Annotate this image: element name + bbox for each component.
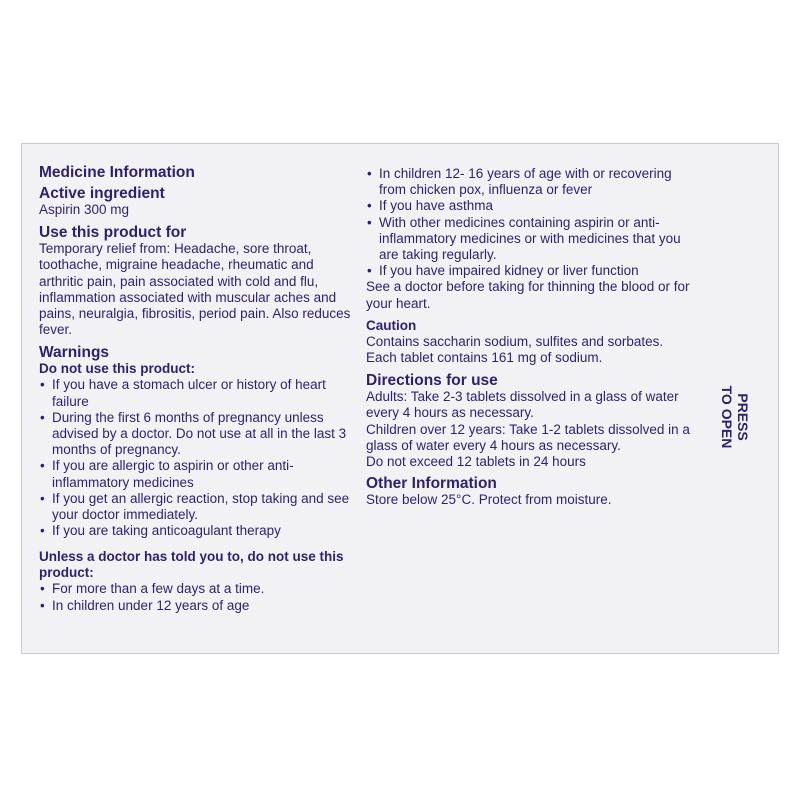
info-panel — [21, 143, 779, 654]
continued-list — [366, 166, 696, 279]
list-item: • In children under 12 years of age — [39, 598, 357, 614]
caution-text: Contains saccharin sodium, sulfites and sorbates. Each tablet contains 161 mg of sodium. — [366, 333, 664, 366]
list-item: • In children 12- 16 years of age with or recovering from chicken pox, influenza or fever — [366, 166, 696, 198]
do-not-use-heading: Do not use this product: — [39, 361, 195, 377]
unless-list — [39, 581, 357, 613]
caution-heading: Caution — [366, 317, 417, 333]
warnings-heading: Warnings — [39, 344, 110, 362]
active-ingredient-heading: Active ingredient — [39, 185, 165, 202]
press-text: PRESS — [735, 393, 751, 441]
active-ingredient-value: Aspirin 300 mg — [39, 202, 130, 217]
directions-max: Do not exceed 12 tablets in 24 hours — [366, 454, 586, 470]
directions-adults: Adults: Take 2-3 tablets dissolved in a glass of water every 4 hours as necessary. — [366, 389, 679, 421]
other-info-heading: Other Information — [366, 475, 497, 493]
list-item: • If you have impaired kidney or liver function — [366, 263, 696, 279]
left-column — [39, 164, 357, 614]
list-item: • If you have asthma — [366, 198, 696, 214]
list-item: • If you have a stomach ulcer or history of heart failure — [39, 377, 357, 409]
list-item: • During the first 6 months of pregnancy unless advised by a doctor. Do not use at all in the last 3 months of pregnancy. — [39, 410, 357, 459]
list-item: • If you are allergic to aspirin or other anti-inflammatory medicines — [39, 458, 357, 490]
use-text: Temporary relief from: Headache, sore throat, toothache, migraine headache, rheumatic and arthritic pain, pain associated with cold and flu, inflammation associated with muscular aches and pains, neuralgia, fibrositis, period pain. Also reduces fever. — [39, 241, 351, 338]
do-not-use-list — [39, 377, 357, 539]
use-heading: Use this product for — [39, 224, 187, 242]
list-item: • For more than a few days at a time. — [39, 581, 357, 597]
directions-heading: Directions for use — [366, 372, 498, 390]
directions-children: Children over 12 years: Take 1-2 tablets dissolved in a glass of water every 4 hours as necessary. — [366, 421, 690, 453]
medicine-info-title: Medicine Information — [39, 164, 195, 181]
list-item: • If you are taking anticoagulant therapy — [39, 523, 357, 539]
see-doctor-text: See a doctor before taking for thinning the blood or for your heart. — [366, 279, 690, 311]
list-item: • If you get an allergic reaction, stop taking and see your doctor immediately. — [39, 491, 357, 523]
press-to-open-label[interactable] — [711, 377, 751, 457]
right-column — [366, 166, 696, 508]
list-item: • With other medicines containing aspirin or anti-inflammatory medicines or with medicines that you are taking regularly. — [366, 215, 696, 264]
unless-heading: Unless a doctor has told you to, do not use this product: — [39, 549, 344, 581]
other-info-text: Store below 25°C. Protect from moisture. — [366, 492, 612, 508]
to-open-text: TO OPEN — [719, 385, 735, 449]
